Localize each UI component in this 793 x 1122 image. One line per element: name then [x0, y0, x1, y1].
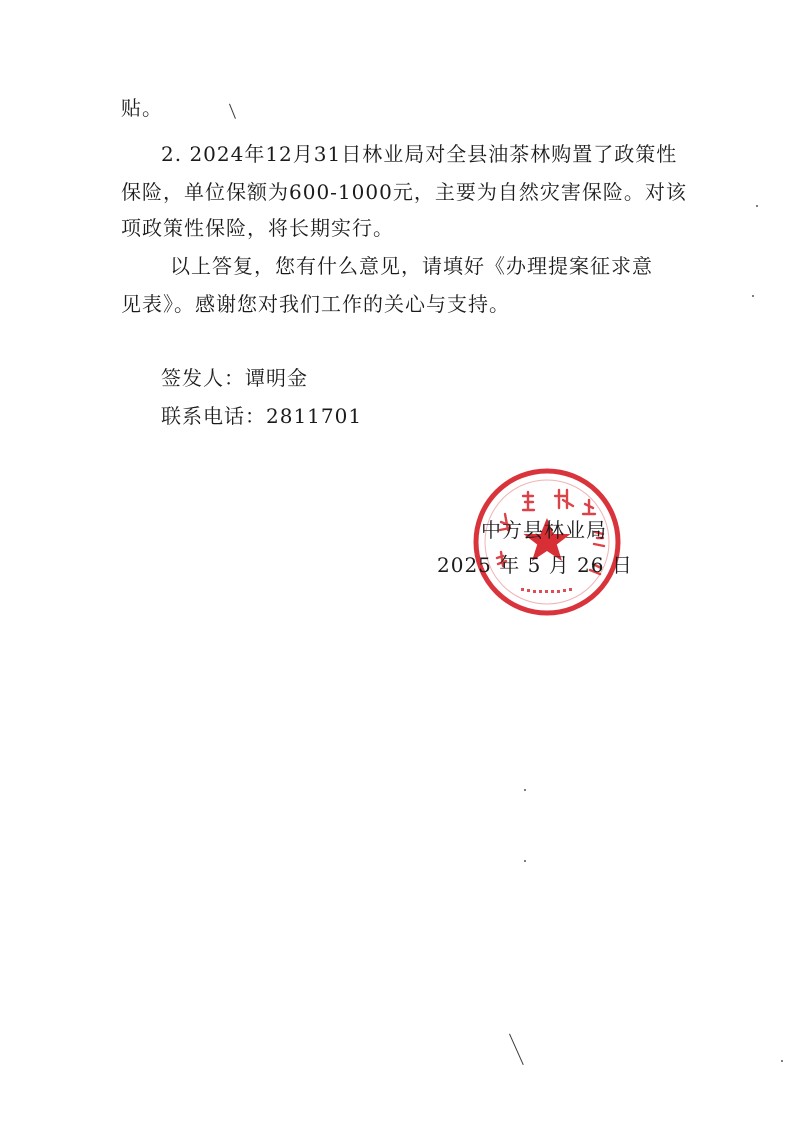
body-line-3: 保险，单位保额为600-1000元，主要为自然灾害保险。对该 [121, 180, 687, 204]
phone-line: 联系电话：2811701 [161, 404, 363, 428]
body-line-6: 见表》。感谢您对我们工作的关心与支持。 [121, 292, 510, 316]
body-line-2: 2. 2024年12月31日林业局对全县油茶林购置了政策性 [161, 142, 678, 166]
scan-artifact-dot [752, 295, 754, 297]
scan-artifact-dot [781, 1060, 783, 1062]
issuer-name: 中方县林业局 [481, 518, 607, 542]
body-line-1: 贴。 [121, 96, 163, 120]
scan-artifact-dot [524, 789, 526, 791]
body-line-5: 以上答复，您有什么意见，请填好《办理提案征求意 [170, 254, 653, 278]
scan-artifact-dot [524, 860, 526, 862]
issue-date: 2025 年 5 月 26 日 [437, 553, 633, 577]
scan-artifact-stroke [229, 104, 236, 119]
signer-line: 签发人：谭明金 [161, 366, 308, 390]
scan-artifact-stroke [509, 1033, 524, 1065]
official-seal-stamp [471, 466, 623, 618]
scan-artifact-dot [756, 205, 758, 207]
body-line-4: 项政策性保险，将长期实行。 [121, 216, 394, 240]
